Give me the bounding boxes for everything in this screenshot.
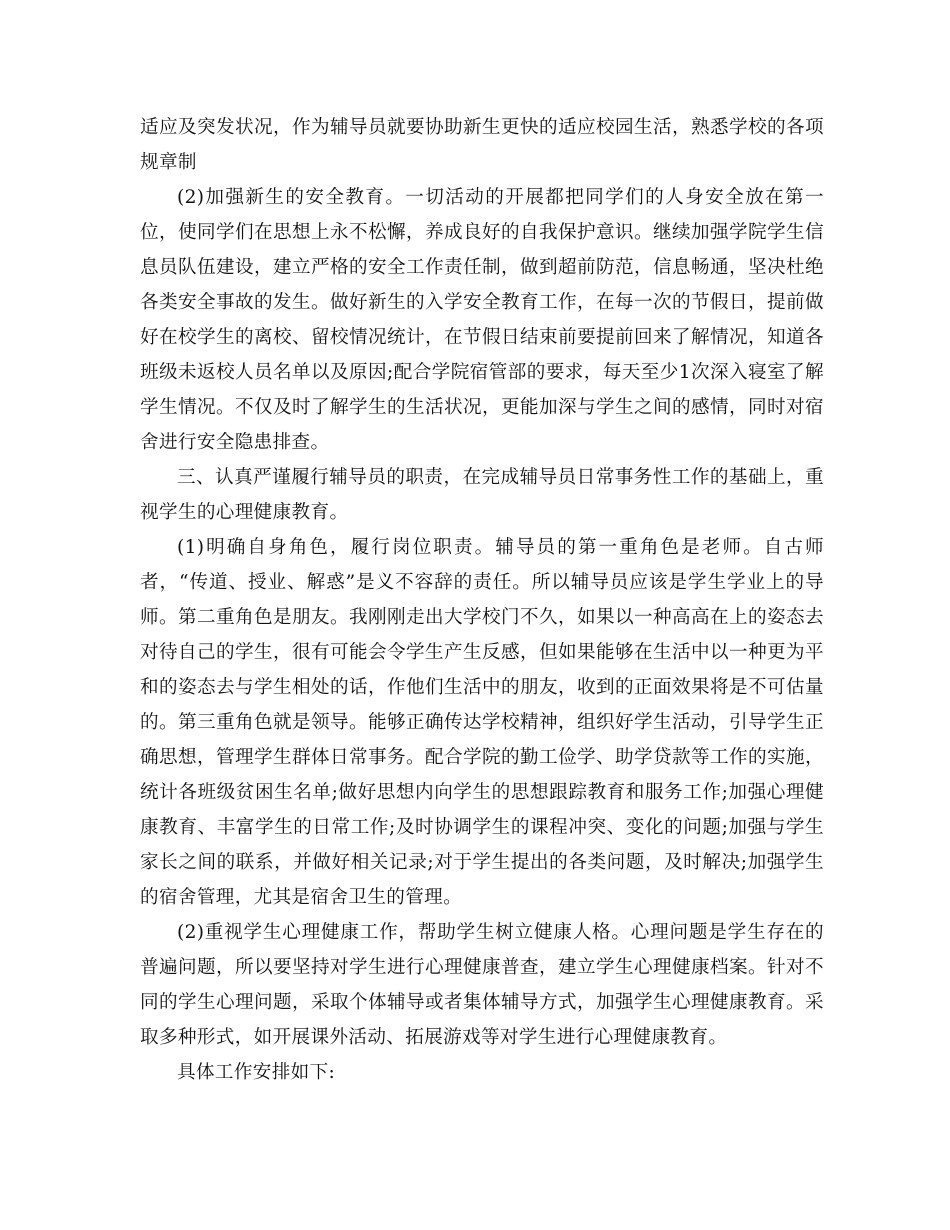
- paragraph-mental-health: (2)重视学生心理健康工作，帮助学生树立健康人格。心理问题是学生存在的普遍问题，所以要坚持对学生进行心理健康普查，建立学生心理健康档案。针对不同的学生心理问题，采取个体辅导或者集体辅导方式，加强学生心理健康教育。采取多种形式，如开展课外活动、拓展游戏等对学生进行心理健康教育。: [140, 922, 824, 1048]
- paragraph-safety-education: (2)加强新生的安全教育。一切活动的开展都把同学们的人身安全放在第一位，使同学们在思想上永不松懈，养成良好的自我保护意识。继续加强学院学生信息员队伍建设，建立严格的安全工作责任制，做到超前防范，信息畅通，坚决杜绝各类安全事故的发生。做好新生的入学安全教育工作，在每一次的节假日，提前做好在校学生的离校、留校情况统计，在节假日结束前要提前回来了解情况，知道各班级未返校人员名单以及原因;配合学院宿管部的要求，每天至少1次深入寝室了解学生情况。不仅及时了解学生的生活状况，更能加深与学生之间的感情，同时对宿舍进行安全隐患排查。: [140, 187, 824, 453]
- paragraph-section-three-heading: 三、认真严谨履行辅导员的职责，在完成辅导员日常事务性工作的基础上，重视学生的心理健康教育。: [140, 467, 824, 523]
- paragraph-role-duties: (1)明确自身角色，履行岗位职责。辅导员的第一重角色是老师。自古师者，“传道、授业、解惑”是义不容辞的责任。所以辅导员应该是学生学业上的导师。第二重角色是朋友。我刚刚走出大学校门不久，如果以一种高高在上的姿态去对待自己的学生，很有可能会令学生产生反感，但如果能够在生活中以一种更为平和的姿态去与学生相处的话，作他们生活中的朋友，收到的正面效果将是不可估量的。第三重角色就是领导。能够正确传达学校精神，组织好学生活动，引导学生正确思想，管理学生群体日常事务。配合学院的勤工俭学、助学贷款等工作的实施，统计各班级贫困生名单;做好思想内向学生的思想跟踪教育和服务工作;加强心理健康教育、丰富学生的日常工作;及时协调学生的课程冲突、变化的问题;加强与学生家长之间的联系，并做好相关记录;对于学生提出的各类问题，及时解决;加强学生的宿舍管理，尤其是宿舍卫生的管理。: [140, 537, 824, 908]
- paragraph-continuation: 适应及突发状况，作为辅导员就要协助新生更快的适应校园生活，熟悉学校的各项规章制: [140, 117, 824, 173]
- document-body: [140, 110, 824, 1090]
- paragraph-work-arrangement: 具体工作安排如下:: [177, 1062, 336, 1083]
